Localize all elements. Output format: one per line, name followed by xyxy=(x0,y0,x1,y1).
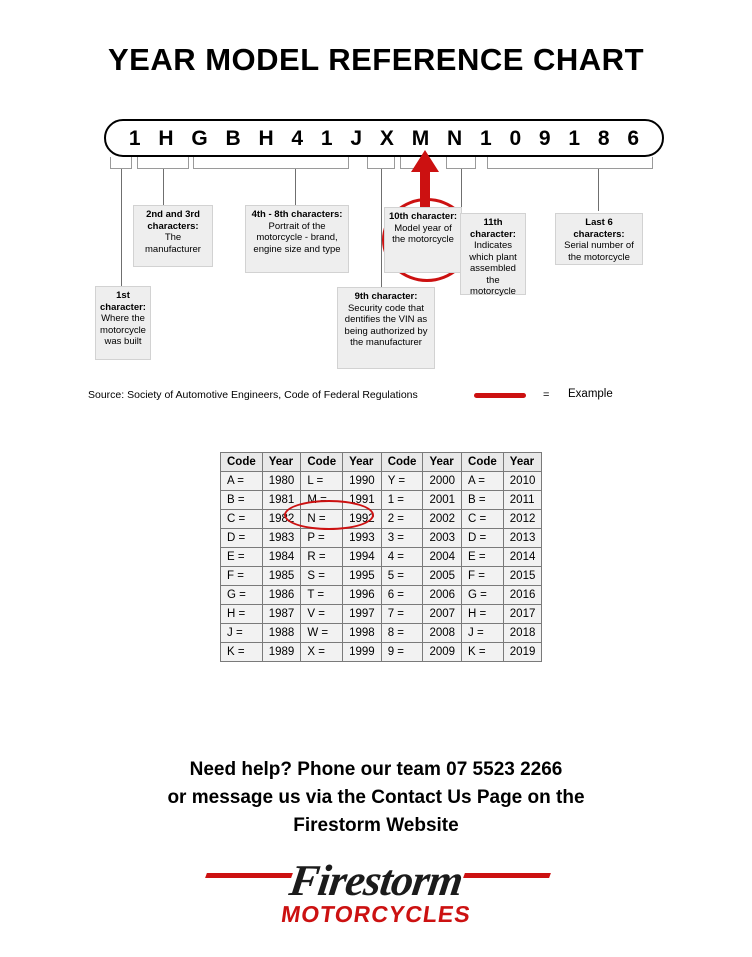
callout-heading: 10th character: xyxy=(388,211,458,222)
cell-year: 1994 xyxy=(343,548,382,567)
year-code-table xyxy=(220,452,542,662)
cell-year: 1997 xyxy=(343,605,382,624)
leader-line-last-6 xyxy=(598,169,599,211)
cell-code: B = xyxy=(221,491,263,510)
cell-code: W = xyxy=(301,624,343,643)
cell-code: 3 = xyxy=(381,529,423,548)
cell-code: A = xyxy=(462,472,504,491)
cell-year: 1983 xyxy=(262,529,301,548)
cell-code: Y = xyxy=(381,472,423,491)
column-header: Year xyxy=(343,453,382,472)
callout-heading: 11th character: xyxy=(470,217,516,240)
cell-code: 6 = xyxy=(381,586,423,605)
callout-9th-character xyxy=(337,287,435,369)
cell-code: F = xyxy=(462,567,504,586)
cell-year: 1996 xyxy=(343,586,382,605)
callout-1st-character xyxy=(95,286,151,360)
cell-code: R = xyxy=(301,548,343,567)
leader-line-9th xyxy=(381,169,382,287)
cell-code: 4 = xyxy=(381,548,423,567)
logo-subtext: MOTORCYCLES xyxy=(279,901,473,927)
cell-code-highlighted: M = xyxy=(301,491,343,510)
cell-code: G = xyxy=(221,586,263,605)
cell-year: 2014 xyxy=(503,548,542,567)
cell-year: 2003 xyxy=(423,529,462,548)
vin-character: N xyxy=(446,126,463,150)
cell-year: 2012 xyxy=(503,510,542,529)
table-row xyxy=(221,605,542,624)
callout-body: The manufacturer xyxy=(145,232,201,255)
cell-code: C = xyxy=(462,510,504,529)
page-title: YEAR MODEL REFERENCE CHART xyxy=(107,42,645,77)
cell-code: E = xyxy=(462,548,504,567)
cell-year: 1985 xyxy=(262,567,301,586)
callout-heading: 1st character: xyxy=(100,290,146,313)
cell-code: K = xyxy=(221,643,263,662)
cell-year: 2011 xyxy=(503,491,542,510)
cell-code: V = xyxy=(301,605,343,624)
column-header: Code xyxy=(301,453,343,472)
vin-tick-9 xyxy=(367,157,395,169)
cell-code: J = xyxy=(462,624,504,643)
cell-year: 1999 xyxy=(343,643,382,662)
vin-strip xyxy=(104,119,664,157)
cell-code: K = xyxy=(462,643,504,662)
cell-code: B = xyxy=(462,491,504,510)
callout-10th-character xyxy=(384,207,462,273)
callout-4th-8th-characters xyxy=(245,205,349,273)
footer-help-text xyxy=(0,756,752,840)
cell-year: 2004 xyxy=(423,548,462,567)
vin-character: J xyxy=(350,126,363,150)
vin-tick-4-8 xyxy=(193,157,349,169)
table-row xyxy=(221,548,542,567)
footer-line-2: or message us via the Contact Us Page on the xyxy=(167,787,585,808)
cell-year: 1984 xyxy=(262,548,301,567)
cell-code: 5 = xyxy=(381,567,423,586)
cell-year: 2015 xyxy=(503,567,542,586)
vin-tick-last-6 xyxy=(487,157,653,169)
cell-code: D = xyxy=(462,529,504,548)
vin-character: 1 xyxy=(320,126,333,150)
cell-year: 2017 xyxy=(503,605,542,624)
cell-code: 7 = xyxy=(381,605,423,624)
vin-character-highlighted: M xyxy=(411,126,430,150)
cell-year: 2006 xyxy=(423,586,462,605)
cell-year: 1992 xyxy=(343,510,382,529)
cell-code: H = xyxy=(462,605,504,624)
vin-tick-2-3 xyxy=(137,157,189,169)
footer-line-1: Need help? Phone our team 07 5523 2266 xyxy=(189,759,563,780)
vin-character: 1 xyxy=(479,126,492,150)
column-header: Year xyxy=(503,453,542,472)
legend-equals: = xyxy=(543,389,550,401)
cell-code: 1 = xyxy=(381,491,423,510)
table-row xyxy=(221,510,542,529)
cell-code: 8 = xyxy=(381,624,423,643)
table-row xyxy=(221,472,542,491)
cell-year: 1986 xyxy=(262,586,301,605)
callout-11th-character xyxy=(460,213,526,295)
column-header: Year xyxy=(423,453,462,472)
vin-character: 1 xyxy=(128,126,141,150)
callout-last-6-characters xyxy=(555,213,643,265)
logo-wordmark: Firestorm xyxy=(286,856,466,905)
table-row xyxy=(221,643,542,662)
legend-color-swatch xyxy=(474,393,526,398)
vin-character: H xyxy=(158,126,174,150)
cell-code: S = xyxy=(301,567,343,586)
column-header: Code xyxy=(221,453,263,472)
column-header: Code xyxy=(381,453,423,472)
cell-code: N = xyxy=(301,510,343,529)
cell-code: 2 = xyxy=(381,510,423,529)
legend-label: Example xyxy=(568,388,613,400)
vin-character: 4 xyxy=(291,126,304,150)
vin-tick-1 xyxy=(110,157,132,169)
cell-year: 2013 xyxy=(503,529,542,548)
vin-character: G xyxy=(191,126,208,150)
cell-code: L = xyxy=(301,472,343,491)
cell-year: 2008 xyxy=(423,624,462,643)
cell-code: E = xyxy=(221,548,263,567)
vin-box xyxy=(104,119,664,157)
table-row xyxy=(221,624,542,643)
callout-heading: 2nd and 3rd characters: xyxy=(146,209,200,232)
cell-year: 2018 xyxy=(503,624,542,643)
cell-code: H = xyxy=(221,605,263,624)
cell-year: 2007 xyxy=(423,605,462,624)
cell-code: J = xyxy=(221,624,263,643)
callout-heading: Last 6 characters: xyxy=(573,217,625,240)
cell-year: 1998 xyxy=(343,624,382,643)
cell-year: 1995 xyxy=(343,567,382,586)
callout-body: Serial number of the motorcycle xyxy=(564,240,634,263)
vin-character: 0 xyxy=(509,126,522,150)
cell-year: 1981 xyxy=(262,491,301,510)
source-text: Source: Society of Automotive Engineers, Code of Federal Regulations xyxy=(88,389,418,401)
cell-year: 1987 xyxy=(262,605,301,624)
cell-code: T = xyxy=(301,586,343,605)
callout-body: Where the motorcycle was built xyxy=(100,313,146,347)
vin-character: B xyxy=(225,126,241,150)
cell-year-highlighted: 1991 xyxy=(343,491,382,510)
cell-year: 2001 xyxy=(423,491,462,510)
cell-code: G = xyxy=(462,586,504,605)
cell-code: 9 = xyxy=(381,643,423,662)
cell-year: 1988 xyxy=(262,624,301,643)
cell-year: 2016 xyxy=(503,586,542,605)
callout-heading: 4th - 8th characters: xyxy=(251,209,343,220)
cell-code: C = xyxy=(221,510,263,529)
cell-code: X = xyxy=(301,643,343,662)
cell-year: 1993 xyxy=(343,529,382,548)
vin-character: X xyxy=(379,126,394,150)
cell-year: 2009 xyxy=(423,643,462,662)
cell-year: 2005 xyxy=(423,567,462,586)
leader-line-4th-8th xyxy=(295,169,296,205)
callout-body: Model year of the motorcycle xyxy=(392,222,454,245)
red-arrow-icon xyxy=(408,150,442,212)
cell-year: 1980 xyxy=(262,472,301,491)
callout-body: Security code that dentifies the VIN as being authorized by the manufacturer xyxy=(344,302,428,348)
callout-heading: 9th character: xyxy=(354,291,418,302)
vin-character: 9 xyxy=(538,126,551,150)
table-row xyxy=(221,491,542,510)
column-header: Year xyxy=(262,453,301,472)
cell-year: 2002 xyxy=(423,510,462,529)
callout-body: Portrait of the motorcycle - brand, engine size and type xyxy=(253,220,341,255)
table-header-row xyxy=(221,453,542,472)
table-row xyxy=(221,529,542,548)
firestorm-logo xyxy=(196,855,556,933)
cell-code: A = xyxy=(221,472,263,491)
cell-code: P = xyxy=(301,529,343,548)
leader-line-2nd-3rd xyxy=(163,169,164,205)
vin-character: H xyxy=(258,126,274,150)
footer-line-3: Firestorm Website xyxy=(293,815,459,836)
cell-code: F = xyxy=(221,567,263,586)
callout-2nd-3rd-characters xyxy=(133,205,213,267)
cell-code: D = xyxy=(221,529,263,548)
cell-year: 2010 xyxy=(503,472,542,491)
table-row xyxy=(221,586,542,605)
cell-year: 2000 xyxy=(423,472,462,491)
leader-line-1st xyxy=(121,169,122,286)
cell-year: 1982 xyxy=(262,510,301,529)
vin-character: 1 xyxy=(568,126,581,150)
cell-year: 1989 xyxy=(262,643,301,662)
column-header: Code xyxy=(462,453,504,472)
vin-character: 8 xyxy=(597,126,610,150)
cell-year: 2019 xyxy=(503,643,542,662)
callout-body: Indicates which plant assembled the motorcycle xyxy=(469,240,517,297)
vin-tick-11 xyxy=(446,157,476,169)
red-highlight-circle-table-1991 xyxy=(284,500,374,530)
cell-year: 1990 xyxy=(343,472,382,491)
vin-character: 6 xyxy=(627,126,640,150)
table-row xyxy=(221,567,542,586)
